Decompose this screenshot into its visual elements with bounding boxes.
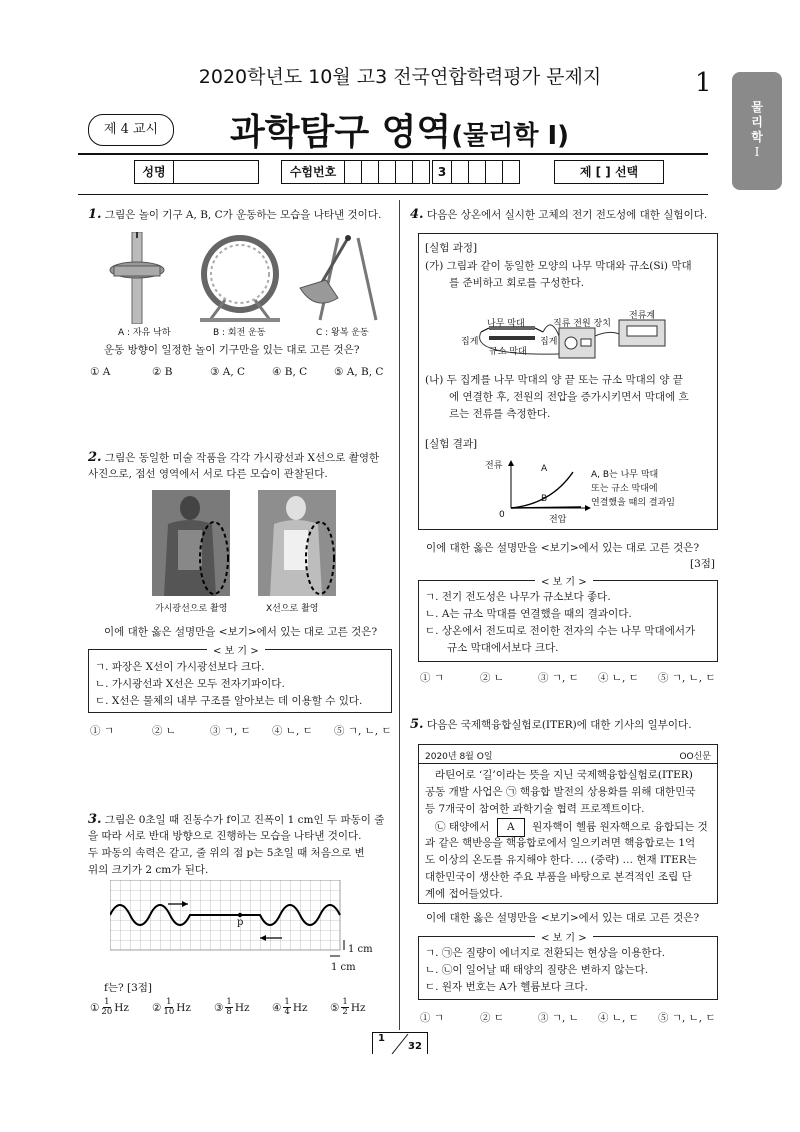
q2-choice[interactable]: ② ㄴ [152,725,176,737]
unit: Hz [234,1001,250,1014]
page-number: 1 [695,68,712,98]
q3-text-4: 위의 크기가 2 cm가 된다. [88,864,209,876]
q3-choice[interactable] [272,998,330,1017]
clip-label-1: 집게 [461,337,479,347]
xray-caption: X선으로 촬영 [266,604,319,614]
q4-procedure-b-1: (나) 두 집게를 나무 막대의 양 끝 또는 규소 막대의 양 끝 [425,374,683,386]
exam-number-digit-box[interactable] [412,160,430,184]
q5-text: 다음은 국제핵융합실험로(ITER)에 대한 기사의 일부이다. [426,719,692,731]
q5-stem [410,716,692,734]
q5-bogi-item: ㄴ. ㉡이 일어날 때 태양의 질량은 변하지 않는다. [425,964,649,976]
q3-text-3: 두 파동의 속력은 같고, 줄 위의 점 p는 5초일 때 처음으로 변 [88,847,365,859]
ride-c-pendulum-icon [300,235,376,320]
q3-text-1: 그림은 0초일 때 진동수가 f이고 진폭이 1 cm인 두 파동이 줄 [104,814,385,826]
article-date: 2020년 8월 O일 [425,752,493,762]
unit: Hz [350,1001,366,1014]
frac-den: 2 [342,1007,348,1017]
q5-choice[interactable]: ④ ㄴ, ㄷ [598,1012,639,1024]
q4-bogi-item-cont: 규소 막대에서보다 크다. [447,642,559,654]
q1-choice[interactable]: ② B [152,366,173,378]
q2-stem [88,449,379,467]
exam-number-digit-box[interactable] [395,160,413,184]
ride-a-caption: A : 자유 낙하 [118,328,171,338]
article-line: 도 이상의 온도를 유지해야 한다. … (중략) … 현재 ITER는 [425,854,697,866]
q3-choices [90,998,388,1017]
q2-text-1: 그림은 동일한 미술 작품을 각각 가시광선과 X선으로 촬영한 [104,452,380,464]
frac-den: 8 [226,1007,232,1017]
footer-total: 32 [408,1041,422,1052]
q2-bogi-item: ㄴ. 가시광선과 X선은 모두 전자기파이다. [95,678,285,690]
subject-main: 과학탐구 영역 [230,112,452,153]
q2-bogi-item: ㄷ. X선은 물체의 내부 구조를 알아보는 데 이용할 수 있다. [95,695,363,707]
q4-bogi-box [418,577,718,662]
article-line: 원자핵이 헬륨 원자핵으로 융합되는 것 [532,821,708,833]
graph-xlabel: 전압 [549,515,567,525]
elective-choice-box[interactable]: 제 [ ] 선택 [554,160,664,184]
result-note-line: 연결했을 때의 결과임 [591,498,675,508]
ride-a-drop-tower-icon [110,232,164,324]
choice-mark: ③ [214,1001,224,1014]
ride-c-caption: C : 왕복 운동 [316,328,369,338]
result-note-line: 또는 규소 막대에 [591,484,658,494]
student-info-row [134,160,694,184]
ride-b-caption: B : 회전 운동 [213,328,266,338]
q1-number: 1. [88,207,102,222]
point-p-label: p [237,917,244,928]
q3-question: f는? [3점] [104,982,153,994]
q2-bogi-box [88,646,392,713]
article-line: ㉡ 태양에서 [435,821,490,833]
q4-procedure-b-3: 르는 전류를 측정한다. [449,408,551,420]
exam-number-label: 수험번호 [281,160,345,184]
frac-num: 1 [104,997,110,1007]
q4-result-title: [실험 결과] [425,438,478,450]
exam-number-fixed-digit: 3 [432,160,452,184]
q1-rides-figure [100,232,400,324]
frac-num: 1 [166,997,172,1007]
scale-x-label: 1 cm [331,962,356,973]
power-supply-label: 직류 전원 장치 [553,319,611,329]
subject-sub: (물리학 Ⅰ) [451,121,570,151]
q2-choices [90,723,392,738]
q4-stem [410,206,707,224]
q3-number: 3. [88,812,102,827]
name-field[interactable] [173,160,259,184]
q4-choice[interactable]: ① ㄱ [420,672,444,684]
q5-choice[interactable]: ① ㄱ [420,1012,444,1024]
q4-bogi-item: ㄱ. 전기 전도성은 나무가 규소보다 좋다. [425,591,611,603]
exam-number-digit-box[interactable] [344,160,362,184]
q5-bogi-item: ㄷ. 원자 번호는 A가 헬륨보다 크다. [425,981,588,993]
q3-stem [88,811,384,829]
subject-title [230,104,569,155]
side-tab-char: 리 [751,115,763,129]
q2-number: 2. [88,450,102,465]
ammeter-label: 전류계 [629,311,656,321]
q5-choice[interactable]: ② ㄷ [480,1012,504,1024]
q4-text: 다음은 상온에서 실시한 고체의 전기 전도성에 대한 실험이다. [426,209,708,221]
graph-origin: 0 [499,510,505,520]
blank-a-box: A [497,818,525,837]
article-rule [419,763,717,764]
q3-choice[interactable] [214,998,272,1017]
q3-choice[interactable] [152,998,214,1017]
q4-points: [3점] [690,558,716,570]
q5-choice[interactable]: ③ ㄱ, ㄴ [538,1012,579,1024]
q2-question: 이에 대한 옳은 설명만을 <보기>에서 있는 대로 고른 것은? [104,626,378,638]
curve-a-label: A [541,464,548,474]
curve-b [511,507,581,508]
clip-label-2: 집게 [540,337,558,347]
article-paper: OO신문 [679,752,711,762]
q4-choice[interactable]: ④ ㄴ, ㄷ [598,672,639,684]
q5-choices [420,1010,716,1025]
q1-question: 운동 방향이 일정한 놀이 기구만을 있는 대로 고른 것은? [104,344,360,356]
q4-bogi-item: ㄴ. A는 규소 막대를 연결했을 때의 결과이다. [425,608,632,620]
frac-den: 4 [284,1007,290,1017]
q4-bogi-item: ㄷ. 상온에서 전도띠로 전이한 전자의 수는 나무 막대에서가 [425,625,696,637]
q2-choice[interactable]: ③ ㄱ, ㄷ [210,725,251,737]
q1-choice[interactable]: ① A [90,366,111,378]
q5-choice[interactable]: ⑤ ㄱ, ㄴ, ㄷ [658,1012,716,1024]
q4-experiment-box [418,233,718,530]
q1-choice[interactable]: ③ A, C [210,366,246,378]
exam-number-digit-box[interactable] [468,160,486,184]
article-line: 등 7개국이 참여한 과학기술 협력 프로젝트이다. [425,803,645,815]
q1-choices [90,366,383,378]
q1-choice[interactable]: ④ B, C [272,366,308,378]
q4-question: 이에 대한 옳은 설명만을 <보기>에서 있는 대로 고른 것은? [426,542,700,554]
q4-procedure-a-1: (가) 그림과 같이 동일한 모양의 나무 막대와 규소(Si) 막대 [425,260,692,272]
side-tab-char: 물 [751,100,763,114]
q4-procedure-b-2: 에 연결한 후, 전원의 전압을 증가시키면서 막대에 흐 [449,391,689,403]
wood-rod-label: 나무 막대 [487,319,525,329]
ride-b-loop-icon [200,238,280,322]
exam-number-digit-box[interactable] [451,160,469,184]
subject-side-tab [732,72,782,190]
q1-text: 그림은 놀이 기구 A, B, C가 운동하는 모습을 나타낸 것이다. [104,209,382,221]
q4-bogi-title: < 보 기 > [535,573,593,588]
choice-mark: ① [90,1001,100,1014]
exam-number-digit-box[interactable] [361,160,379,184]
choice-mark: ② [152,1001,162,1014]
q2-text-2: 사진으로, 점선 영역에서 서로 다른 모습이 관찰된다. [88,468,328,480]
exam-number-digit-box[interactable] [485,160,503,184]
q2-choice[interactable]: ④ ㄴ, ㄷ [272,725,313,737]
q3-choice[interactable] [90,998,152,1017]
q5-question: 이에 대한 옳은 설명만을 <보기>에서 있는 대로 고른 것은? [426,912,700,924]
article-line: 공동 개발 사업은 ㉠ 핵융합 발전의 상용화를 위해 대한민국 [425,786,696,798]
q2-bogi-item: ㄱ. 파장은 X선이 가시광선보다 크다. [95,661,265,673]
q4-procedure-a-2: 를 준비하고 회로를 구성한다. [449,277,585,289]
q5-article-box [418,744,718,904]
q5-bogi-item: ㄱ. ㉠은 질량이 에너지로 전환되는 현상을 이용한다. [425,947,666,959]
q3-choice[interactable] [330,998,388,1017]
unit: Hz [176,1001,191,1014]
q3-text-2: 을 따라 서로 반대 방향으로 진행하는 모습을 나타낸 것이다. [88,830,362,842]
period-badge: 제 4 교시 [88,114,174,146]
header-bottom-rule [78,194,708,195]
q2-choice[interactable]: ① ㄱ [90,725,114,737]
visible-light-photo-icon [152,490,230,596]
scale-y-label: 1 cm [348,944,373,955]
frac-num: 1 [284,997,290,1007]
column-divider [399,200,400,1030]
q4-choice[interactable]: ⑤ ㄱ, ㄴ, ㄷ [658,672,716,684]
q4-choices [420,670,716,685]
q5-number: 5. [410,717,424,732]
side-tab-char: Ⅰ [754,145,760,159]
choice-mark: ⑤ [330,1001,340,1014]
unit: Hz [114,1001,129,1014]
q4-choice[interactable]: ② ㄴ [480,672,504,684]
q1-stem [88,206,381,224]
article-line: 대한민국이 생산한 주요 부품을 바탕으로 본격적인 조립 단 [425,871,692,883]
graph-ylabel: 전류 [485,461,503,471]
header-rule [78,153,708,155]
curve-b-label: B [541,494,548,504]
q2-choice[interactable]: ⑤ ㄱ, ㄴ, ㄷ [334,725,392,737]
frac-num: 1 [342,997,348,1007]
q5-bogi-box [418,933,718,1000]
q4-choice[interactable]: ③ ㄱ, ㄷ [538,672,579,684]
choice-mark: ④ [272,1001,282,1014]
q2-bogi-title: < 보 기 > [207,642,265,657]
exam-number-digit-box[interactable] [378,160,396,184]
silicon-rod-label: 규소 막대 [489,347,527,357]
unit: Hz [292,1001,308,1014]
q4-number: 4. [410,207,424,222]
q5-bogi-title: < 보 기 > [535,929,593,944]
exam-number-digit-box[interactable] [502,160,520,184]
q4-procedure-title: [실험 과정] [425,242,478,254]
visible-light-caption: 가시광선으로 촬영 [155,604,228,614]
article-line: 과 같은 핵반응을 핵융합로에서 일으키려면 핵융합로는 1억 [425,837,696,849]
q2-painting-photos [150,490,340,598]
exam-title: 2020학년도 10월 고3 전국연합학력평가 문제지 [198,66,602,88]
result-note [591,468,675,510]
frac-den: 20 [101,1007,113,1017]
footer-page: 1 [378,1033,385,1044]
name-label: 성명 [134,160,174,184]
side-tab-char: 학 [751,130,763,144]
frac-den: 10 [163,1007,175,1017]
xray-photo-icon [258,490,336,596]
result-note-line: A, B는 나무 막대 [591,470,659,480]
article-line: 계에 접어들었다. [425,888,503,900]
frac-num: 1 [226,997,232,1007]
q1-choice[interactable]: ⑤ A, B, C [334,366,384,378]
silicon-rod [489,336,535,340]
article-line: 라틴어로 ‘길’이라는 뜻을 지닌 국제핵융합실험로(ITER) [435,769,693,781]
